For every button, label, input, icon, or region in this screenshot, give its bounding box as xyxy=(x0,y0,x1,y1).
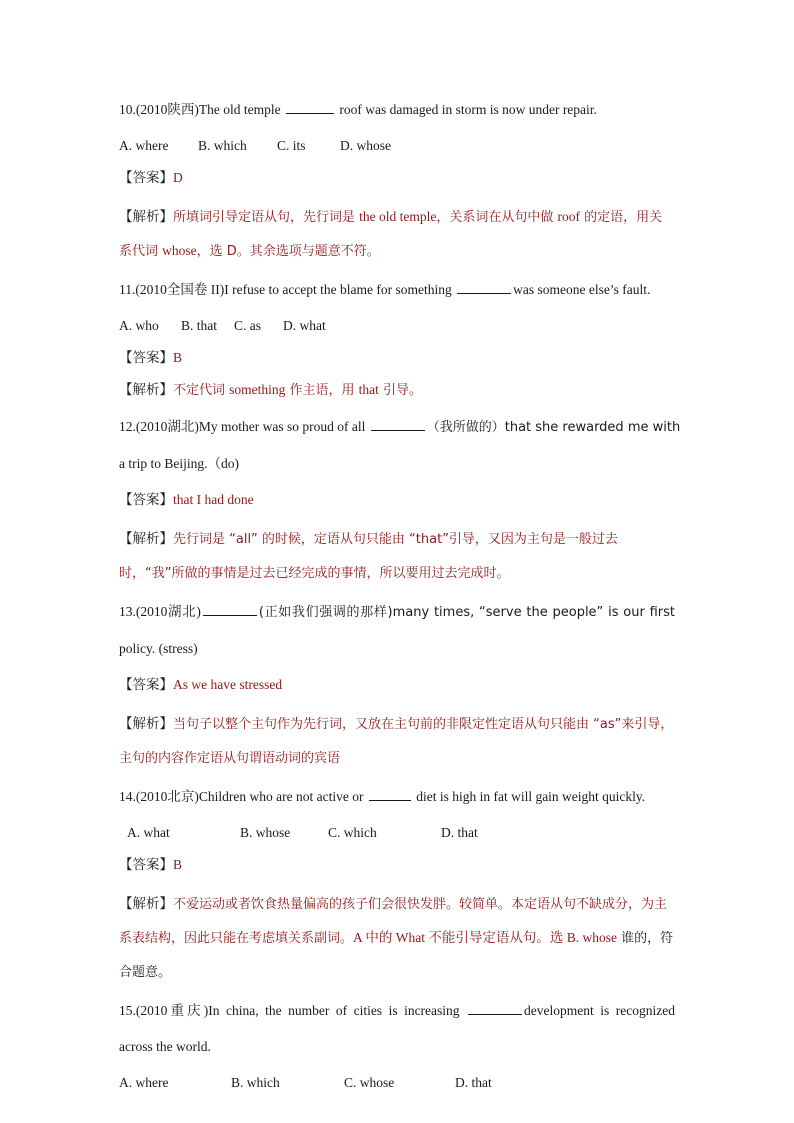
option-d: D. that xyxy=(441,825,478,840)
option-b: B. which xyxy=(198,138,247,153)
question-stem: roof was damaged in storm is now under repair. xyxy=(335,102,597,117)
question-stem: Children who are not active or xyxy=(198,789,367,804)
question-11 xyxy=(119,280,675,300)
option-c: C. its xyxy=(277,138,306,153)
explanation-text: 先行词是 “all” 的时候，定语从句只能由 “that”引导，又因为主句是一般过去时，“我”所做的事情是过去已经完成的事情，所以要用过去完成时。 xyxy=(119,532,618,581)
explanation-text: ，关系词在从句中做 xyxy=(436,210,558,225)
question-15 xyxy=(119,1001,675,1021)
answer-label: 【答案】 xyxy=(119,857,173,873)
explanation-term: whose xyxy=(162,243,197,258)
question-stem: I refuse to accept the blame for something xyxy=(224,282,456,297)
explanation-label: 【解析】 xyxy=(119,716,173,732)
question-14 xyxy=(119,787,675,807)
question-12 xyxy=(119,417,681,438)
option-b: B. that xyxy=(181,318,217,333)
explanation-13 xyxy=(119,707,675,775)
question-stem: was someone else’s fault. xyxy=(513,282,651,297)
explanation-10 xyxy=(119,200,675,268)
answer-blank xyxy=(369,787,411,801)
option-c: C. as xyxy=(234,318,261,333)
explanation-text: ，选 D。其余选项与题意不符。 xyxy=(196,244,380,259)
explanation-text: 所填词引导定语从句，先行词是 xyxy=(173,210,360,225)
question-stem: diet is high in fat will gain weight quickly. xyxy=(412,789,646,804)
explanation-term: A 中的 What 不能引导定语从句。选 B. whose xyxy=(353,930,618,945)
option-d: D. what xyxy=(283,318,326,333)
question-13 xyxy=(119,602,675,623)
option-a: A. where xyxy=(119,1075,169,1090)
answer-label: 【答案】 xyxy=(119,677,173,693)
option-d: D. whose xyxy=(340,138,391,153)
question-stem: The old temple xyxy=(198,102,284,117)
options-15 xyxy=(119,1073,675,1093)
answer-value: B xyxy=(173,857,183,872)
option-a: A. who xyxy=(119,318,159,333)
question-number: 12.(2010湖北) xyxy=(119,419,199,434)
explanation-14 xyxy=(119,887,675,989)
question-number: 15.(2010重庆) xyxy=(119,1003,209,1018)
explanation-11 xyxy=(119,380,675,401)
explanation-label: 【解析】 xyxy=(119,382,173,398)
question-number: 11.(2010全国卷 II) xyxy=(119,282,225,297)
question-number: 13.(2010湖北) xyxy=(119,604,201,619)
explanation-text: 当句子以整个主句作为先行词，又放在主句前的非限定性定语从句只能由 “as”来引导，主句的内容作定语从句谓语动词的宾语 xyxy=(119,717,674,766)
question-number: 14.(2010北京) xyxy=(119,789,199,804)
answer-label: 【答案】 xyxy=(119,492,173,508)
answer-13 xyxy=(119,675,675,695)
option-d: D. that xyxy=(455,1075,492,1090)
answer-12 xyxy=(119,490,675,510)
answer-value: D xyxy=(173,170,183,185)
document-page xyxy=(119,100,681,1105)
answer-11 xyxy=(119,348,675,368)
question-15-cont xyxy=(119,1037,675,1057)
question-stem: development is recognized xyxy=(524,1003,675,1018)
option-c: C. whose xyxy=(344,1075,395,1090)
option-a: A. what xyxy=(127,825,170,840)
explanation-term: the old temple xyxy=(359,209,437,224)
answer-blank xyxy=(371,417,425,431)
question-12-cont xyxy=(119,454,675,474)
answer-blank xyxy=(203,602,257,616)
answer-value: As we have stressed xyxy=(173,677,283,692)
options-10 xyxy=(119,136,675,156)
options-14 xyxy=(119,823,675,843)
explanation-12 xyxy=(119,522,675,590)
explanation-text: 的定语，用关系代词 xyxy=(119,210,663,259)
answer-14 xyxy=(119,855,675,875)
answer-blank xyxy=(468,1001,522,1015)
option-b: B. which xyxy=(231,1075,280,1090)
question-stem: My mother was so proud of all xyxy=(198,419,369,434)
explanation-label: 【解析】 xyxy=(119,531,173,547)
explanation-term: something xyxy=(229,382,286,397)
question-stem: （我所做的）that she rewarded me with xyxy=(426,420,681,435)
answer-value: B xyxy=(173,350,183,365)
explanation-text: 不爱运动或者饮食热量偏高的孩子们会很快发胖。较简单。本定语从句不缺成分，为主系表结构，因此只能在考虑填关系副词。 xyxy=(119,897,668,946)
question-13-cont xyxy=(119,639,675,659)
explanation-text: 引导。 xyxy=(378,383,423,398)
answer-label: 【答案】 xyxy=(119,350,173,366)
answer-value: that I had done xyxy=(173,492,254,507)
options-11 xyxy=(119,316,675,336)
explanation-label: 【解析】 xyxy=(119,209,173,225)
option-b: B. whose xyxy=(240,825,291,840)
explanation-term: that xyxy=(358,382,379,397)
answer-label: 【答案】 xyxy=(119,170,173,186)
explanation-text: 不定代词 xyxy=(173,383,230,398)
answer-blank xyxy=(286,100,334,114)
explanation-text: 谁的，符合题意。 xyxy=(119,931,674,980)
question-10 xyxy=(119,100,675,120)
question-stem: a trip to Beijing.（do) xyxy=(119,456,239,471)
option-a: A. where xyxy=(119,138,169,153)
explanation-term: roof xyxy=(557,209,581,224)
explanation-label: 【解析】 xyxy=(119,896,173,912)
question-number: 10.(2010陕西) xyxy=(119,102,199,117)
question-stem: across the world. xyxy=(119,1039,211,1054)
question-stem: policy. (stress) xyxy=(119,641,198,656)
answer-10 xyxy=(119,168,675,188)
question-stem: (正如我们强调的那样)many times, “serve the people” is our first xyxy=(258,605,675,620)
question-stem: In china, the number of cities is increasing xyxy=(208,1003,467,1018)
explanation-text: 作主语，用 xyxy=(285,383,359,398)
answer-blank xyxy=(457,280,511,294)
option-c: C. which xyxy=(328,825,377,840)
